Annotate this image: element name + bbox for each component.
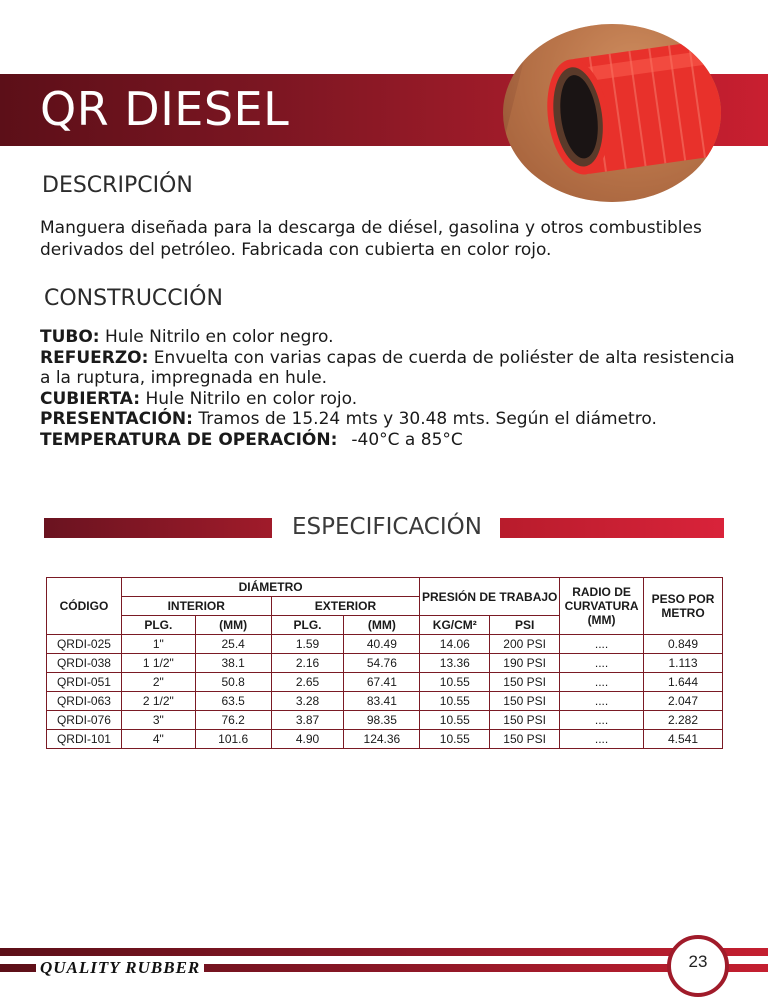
table-cell: 50.8 — [195, 673, 271, 692]
table-cell: QRDI-025 — [47, 635, 122, 654]
table-cell: 40.49 — [344, 635, 420, 654]
table-row — [47, 654, 723, 673]
temperatura-label: TEMPERATURA DE OPERACIÓN: — [40, 429, 338, 450]
table-cell: 67.41 — [344, 673, 420, 692]
logo-text: QUALITY RUBBER — [40, 958, 201, 977]
table-cell: 2.16 — [271, 654, 344, 673]
table-cell: .... — [560, 711, 644, 730]
tubo-label: TUBO: — [40, 327, 100, 347]
table-cell: 2.282 — [644, 711, 723, 730]
table-cell: 2 1/2" — [121, 692, 195, 711]
table-cell: 4.90 — [271, 730, 344, 749]
spec-bar-right — [500, 518, 724, 538]
refuerzo-line-2: a la ruptura, impregnada en hule. — [40, 368, 328, 388]
table-cell: QRDI-101 — [47, 730, 122, 749]
table-cell: QRDI-063 — [47, 692, 122, 711]
table-cell: 25.4 — [195, 635, 271, 654]
table-cell: 150 PSI — [490, 711, 560, 730]
table-cell: 0.849 — [644, 635, 723, 654]
table-cell: 76.2 — [195, 711, 271, 730]
presentacion-line — [40, 409, 735, 430]
table-cell: 38.1 — [195, 654, 271, 673]
table-row — [47, 673, 723, 692]
table-cell: 3.87 — [271, 711, 344, 730]
table-cell: 3.28 — [271, 692, 344, 711]
table-cell: 4.541 — [644, 730, 723, 749]
descripcion-line-1: Manguera diseñada para la descarga de diésel, gasolina y otros combustibles — [40, 218, 702, 238]
table-cell: 1.113 — [644, 654, 723, 673]
presentacion-label: PRESENTACIÓN: — [40, 409, 193, 429]
header-radio: RADIO DE CURVATURA (MM) — [560, 578, 644, 635]
temperatura-value: -40°C a 85°C — [351, 429, 463, 450]
table-cell: 83.41 — [344, 692, 420, 711]
table-cell: 150 PSI — [490, 692, 560, 711]
header-kgcm: KG/CM² — [420, 616, 490, 635]
table-cell: 1 1/2" — [121, 654, 195, 673]
header-exterior-mm: (MM) — [344, 616, 420, 635]
header-presion: PRESIÓN DE TRABAJO — [420, 578, 560, 616]
table-cell: 150 PSI — [490, 730, 560, 749]
table-cell: 4" — [121, 730, 195, 749]
header-psi: PSI — [490, 616, 560, 635]
table-cell: QRDI-076 — [47, 711, 122, 730]
table-cell: 10.55 — [420, 730, 490, 749]
table-cell: 101.6 — [195, 730, 271, 749]
table-cell: 1" — [121, 635, 195, 654]
page-number: 23 — [688, 952, 708, 971]
table-cell: 200 PSI — [490, 635, 560, 654]
table-cell: .... — [560, 730, 644, 749]
cubierta-label: CUBIERTA: — [40, 388, 141, 409]
tubo-value: Hule Nitrilo en color negro. — [99, 327, 334, 347]
table-cell: 1.644 — [644, 673, 723, 692]
construccion-heading: CONSTRUCCIÓN — [44, 286, 223, 311]
cubierta-line — [40, 389, 735, 410]
hose-photo — [503, 24, 721, 202]
table-row — [47, 711, 723, 730]
table-cell: 2.047 — [644, 692, 723, 711]
spec-table-body — [47, 635, 723, 749]
table-cell: .... — [560, 635, 644, 654]
header-interior-mm: (MM) — [195, 616, 271, 635]
header-exterior: EXTERIOR — [271, 597, 420, 616]
table-cell: 98.35 — [344, 711, 420, 730]
header-peso: PESO POR METRO — [644, 578, 723, 635]
table-cell: 63.5 — [195, 692, 271, 711]
table-cell: 14.06 — [420, 635, 490, 654]
header-codigo: CÓDIGO — [47, 578, 122, 635]
spec-table — [46, 577, 723, 749]
header-exterior-plg: PLG. — [271, 616, 344, 635]
table-cell: 10.55 — [420, 692, 490, 711]
red-hose-image — [503, 24, 721, 202]
table-cell: 3" — [121, 711, 195, 730]
table-cell: 124.36 — [344, 730, 420, 749]
temperatura-line — [40, 430, 735, 451]
table-cell: 10.55 — [420, 711, 490, 730]
table-cell: 2" — [121, 673, 195, 692]
descripcion-heading: DESCRIPCIÓN — [42, 173, 193, 198]
descripcion-text — [40, 217, 702, 261]
quality-rubber-logo — [36, 958, 204, 988]
construccion-text — [40, 327, 735, 450]
table-cell: 10.55 — [420, 673, 490, 692]
page-title: QR DIESEL — [40, 82, 290, 136]
refuerzo-line — [40, 348, 735, 369]
refuerzo-value: Envuelta con varias capas de cuerda de poliéster de alta resistencia — [148, 347, 735, 368]
refuerzo-label: REFUERZO: — [40, 347, 149, 368]
table-cell: 150 PSI — [490, 673, 560, 692]
table-row — [47, 692, 723, 711]
table-cell: 54.76 — [344, 654, 420, 673]
table-row — [47, 635, 723, 654]
table-row — [47, 730, 723, 749]
footer-stripe-top — [0, 948, 768, 956]
table-cell: QRDI-051 — [47, 673, 122, 692]
cubierta-value: Hule Nitrilo en color rojo. — [140, 388, 358, 409]
table-cell: 2.65 — [271, 673, 344, 692]
table-cell: 1.59 — [271, 635, 344, 654]
table-cell: .... — [560, 692, 644, 711]
header-interior-plg: PLG. — [121, 616, 195, 635]
table-cell: QRDI-038 — [47, 654, 122, 673]
header-interior: INTERIOR — [121, 597, 271, 616]
spec-bar-left — [44, 518, 272, 538]
tubo-line — [40, 327, 735, 348]
table-cell: 13.36 — [420, 654, 490, 673]
presentacion-value: Tramos de 15.24 mts y 30.48 mts. Según el diámetro. — [192, 409, 657, 429]
descripcion-line-2: derivados del petróleo. Fabricada con cubierta en color rojo. — [40, 240, 552, 260]
table-cell: 190 PSI — [490, 654, 560, 673]
table-cell: .... — [560, 654, 644, 673]
especificacion-heading: ESPECIFICACIÓN — [292, 514, 482, 540]
table-cell: .... — [560, 673, 644, 692]
header-diametro: DIÁMETRO — [121, 578, 419, 597]
